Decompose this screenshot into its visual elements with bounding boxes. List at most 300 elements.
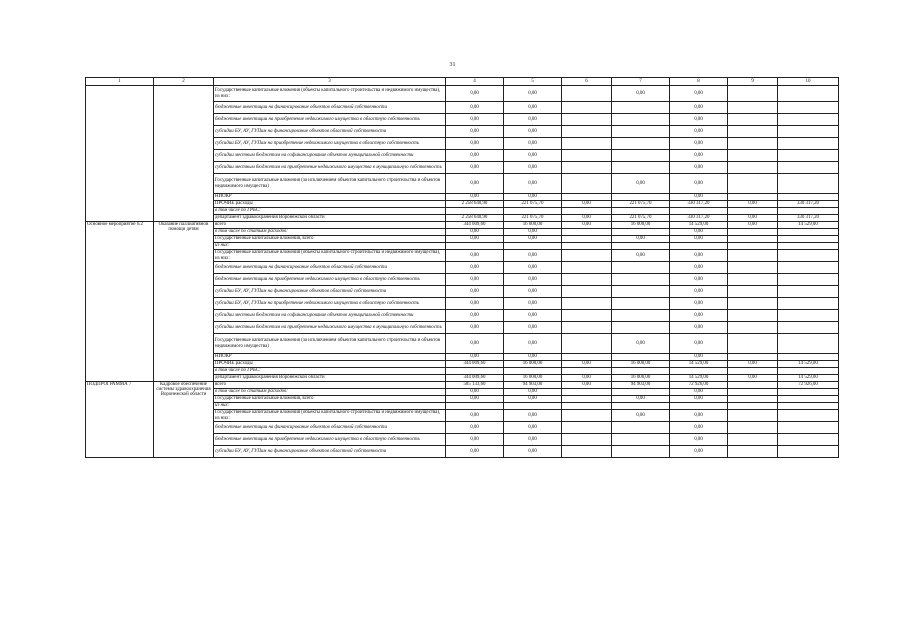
- amount-cell: 0,00: [612, 236, 670, 243]
- amount-cell: 0,00: [446, 274, 504, 286]
- budget-table-container: [85, 77, 838, 458]
- amount-cell: 0,00: [446, 162, 504, 174]
- amount-cell: [612, 403, 670, 410]
- expense-description: Государственные капитальные вложения (за исключением объектов капитального строительства и объектов недвижимого имущества): [214, 174, 446, 194]
- amount-cell: 0,00: [504, 396, 562, 403]
- amount-cell: [562, 174, 612, 194]
- amount-cell: 0,00: [446, 422, 504, 434]
- header-cell: 2: [154, 78, 214, 86]
- amount-cell: [562, 162, 612, 174]
- amount-cell: [670, 243, 728, 250]
- expense-description: в том числе по статьям расходов:: [214, 389, 446, 396]
- expense-description: бюджетные инвестиции на приобретение недвижимого имущества в областную собственность: [214, 434, 446, 446]
- expense-description: Государственные капитальные вложения (объекты капитального строительства и недвижимого имущества), из них:: [214, 250, 446, 262]
- amount-cell: 16 000,00: [612, 361, 670, 368]
- amount-cell: 0,00: [446, 250, 504, 262]
- amount-cell: [728, 396, 778, 403]
- amount-cell: 0,00: [504, 298, 562, 310]
- amount-cell: 0,00: [446, 446, 504, 458]
- amount-cell: 221 075,70: [504, 215, 562, 222]
- amount-cell: 0,00: [446, 389, 504, 396]
- amount-cell: 0,00: [446, 114, 504, 126]
- amount-cell: [728, 410, 778, 422]
- amount-cell: 0,00: [446, 396, 504, 403]
- amount-cell: 0,00: [612, 410, 670, 422]
- budget-table: [85, 77, 839, 458]
- expense-description: субсидии местным бюджетам на софинансирование объектов муниципальной собственности: [214, 150, 446, 162]
- expense-description: департамент здравоохранения Воронежской области: [214, 375, 446, 382]
- expense-description: субсидии БУ, АУ, ГУПам на финансирование объектов областной собственности: [214, 126, 446, 138]
- header-cell: 9: [728, 78, 778, 86]
- amount-cell: [728, 274, 778, 286]
- amount-cell: [562, 138, 612, 150]
- amount-cell: [778, 446, 839, 458]
- amount-cell: 344 009,60: [446, 222, 504, 229]
- amount-cell: [612, 389, 670, 396]
- amount-cell: [612, 446, 670, 458]
- expense-description: Государственные капитальные вложения, всего: [214, 396, 446, 403]
- amount-cell: [728, 403, 778, 410]
- amount-cell: [612, 162, 670, 174]
- amount-cell: [612, 262, 670, 274]
- expense-description: субсидии местным бюджетам на приобретение недвижимого имущества в муниципальную собственность: [214, 322, 446, 334]
- amount-cell: [728, 243, 778, 250]
- amount-cell: [562, 102, 612, 114]
- amount-cell: [728, 298, 778, 310]
- amount-cell: [778, 368, 839, 375]
- amount-cell: 72 926,00: [778, 382, 839, 389]
- amount-cell: [778, 334, 839, 354]
- amount-cell: [612, 114, 670, 126]
- amount-cell: 0,00: [446, 150, 504, 162]
- amount-cell: [728, 389, 778, 396]
- amount-cell: [562, 422, 612, 434]
- amount-cell: 0,00: [670, 274, 728, 286]
- expense-description: в том числе по ГРБС:: [214, 368, 446, 375]
- amount-cell: [728, 354, 778, 361]
- amount-cell: 0,00: [728, 215, 778, 222]
- program-name: [154, 86, 214, 222]
- amount-cell: [728, 86, 778, 102]
- amount-cell: [728, 138, 778, 150]
- amount-cell: 330 317,20: [670, 201, 728, 208]
- amount-cell: 0,00: [504, 274, 562, 286]
- amount-cell: [562, 236, 612, 243]
- amount-cell: [778, 410, 839, 422]
- amount-cell: 0,00: [504, 138, 562, 150]
- amount-cell: 0,00: [670, 138, 728, 150]
- amount-cell: 0,00: [670, 162, 728, 174]
- amount-cell: [562, 434, 612, 446]
- amount-cell: [728, 446, 778, 458]
- expense-description: всего: [214, 382, 446, 389]
- amount-cell: [728, 310, 778, 322]
- table-body: [86, 78, 839, 458]
- amount-cell: 344 009,60: [446, 361, 504, 368]
- amount-cell: [778, 126, 839, 138]
- amount-cell: 0,00: [728, 361, 778, 368]
- amount-cell: [612, 126, 670, 138]
- header-cell: 6: [562, 78, 612, 86]
- amount-cell: [778, 229, 839, 236]
- amount-cell: 330 317,20: [778, 201, 839, 208]
- amount-cell: 0,00: [562, 215, 612, 222]
- amount-cell: [562, 274, 612, 286]
- header-row: [86, 78, 839, 86]
- amount-cell: [446, 368, 504, 375]
- amount-cell: [728, 208, 778, 215]
- amount-cell: 0,00: [446, 126, 504, 138]
- amount-cell: 0,00: [504, 422, 562, 434]
- amount-cell: [612, 150, 670, 162]
- amount-cell: 0,00: [612, 174, 670, 194]
- amount-cell: 0,00: [612, 250, 670, 262]
- program-name: Кадровое обеспечение системы здравоохранения Воронежской области: [154, 382, 214, 458]
- amount-cell: [562, 194, 612, 201]
- amount-cell: [562, 243, 612, 250]
- amount-cell: 0,00: [670, 194, 728, 201]
- amount-cell: [728, 434, 778, 446]
- amount-cell: 0,00: [446, 310, 504, 322]
- expense-description: бюджетные инвестиции на финансирование объектов областной собственности: [214, 422, 446, 434]
- amount-cell: 72 926,00: [670, 382, 728, 389]
- page-number: 31: [449, 62, 456, 68]
- amount-cell: [778, 150, 839, 162]
- amount-cell: 0,00: [504, 410, 562, 422]
- amount-cell: 221 075,70: [612, 215, 670, 222]
- amount-cell: 0,00: [670, 422, 728, 434]
- amount-cell: [612, 422, 670, 434]
- expense-description: бюджетные инвестиции на финансирование объектов областной собственности: [214, 262, 446, 274]
- amount-cell: [446, 208, 504, 215]
- expense-description: Государственные капитальные вложения (за исключением объектов капитального строительства и объектов недвижимого имущества): [214, 334, 446, 354]
- amount-cell: [778, 354, 839, 361]
- amount-cell: 16 000,00: [612, 375, 670, 382]
- amount-cell: 14 529,00: [670, 361, 728, 368]
- amount-cell: [562, 334, 612, 354]
- amount-cell: 0,00: [670, 262, 728, 274]
- amount-cell: [562, 229, 612, 236]
- amount-cell: 0,00: [670, 126, 728, 138]
- amount-cell: 0,00: [446, 138, 504, 150]
- amount-cell: 14 529,00: [778, 361, 839, 368]
- amount-cell: [728, 126, 778, 138]
- amount-cell: 0,00: [670, 354, 728, 361]
- amount-cell: [562, 310, 612, 322]
- expense-description: Государственные капитальные вложения (объекты капитального строительства и недвижимого имущества), из них:: [214, 410, 446, 422]
- amount-cell: [562, 354, 612, 361]
- amount-cell: [562, 114, 612, 126]
- header-cell: 3: [214, 78, 446, 86]
- amount-cell: [728, 250, 778, 262]
- amount-cell: [778, 262, 839, 274]
- amount-cell: 0,00: [446, 102, 504, 114]
- amount-cell: [728, 150, 778, 162]
- amount-cell: 94 903,00: [504, 382, 562, 389]
- amount-cell: 0,00: [670, 114, 728, 126]
- expense-description: из них:: [214, 403, 446, 410]
- amount-cell: [562, 368, 612, 375]
- amount-cell: 0,00: [504, 310, 562, 322]
- amount-cell: [612, 229, 670, 236]
- program-name: Оказание паллиативной помощи детям: [154, 222, 214, 382]
- header-cell: 7: [612, 78, 670, 86]
- amount-cell: 0,00: [612, 86, 670, 102]
- amount-cell: [612, 102, 670, 114]
- amount-cell: 0,00: [670, 229, 728, 236]
- amount-cell: 0,00: [446, 354, 504, 361]
- amount-cell: 0,00: [612, 396, 670, 403]
- amount-cell: [670, 208, 728, 215]
- header-cell: 4: [446, 78, 504, 86]
- amount-cell: 0,00: [670, 396, 728, 403]
- expense-description: НИОКР: [214, 354, 446, 361]
- amount-cell: [778, 208, 839, 215]
- amount-cell: 0,00: [670, 334, 728, 354]
- amount-cell: [778, 274, 839, 286]
- amount-cell: [612, 368, 670, 375]
- amount-cell: [562, 410, 612, 422]
- expense-description: ПРОЧИЕ расходы: [214, 361, 446, 368]
- amount-cell: 0,00: [670, 86, 728, 102]
- amount-cell: [728, 229, 778, 236]
- amount-cell: [612, 298, 670, 310]
- amount-cell: 0,00: [504, 434, 562, 446]
- amount-cell: [562, 208, 612, 215]
- amount-cell: 0,00: [446, 236, 504, 243]
- amount-cell: 0,00: [504, 126, 562, 138]
- amount-cell: 0,00: [670, 102, 728, 114]
- amount-cell: [778, 102, 839, 114]
- amount-cell: [728, 422, 778, 434]
- amount-cell: [612, 274, 670, 286]
- amount-cell: 0,00: [446, 410, 504, 422]
- amount-cell: [728, 368, 778, 375]
- amount-cell: [612, 194, 670, 201]
- program-label: Основное мероприятие 6.2: [86, 222, 154, 382]
- amount-cell: 221 075,70: [504, 201, 562, 208]
- amount-cell: 0,00: [446, 298, 504, 310]
- amount-cell: 0,00: [562, 375, 612, 382]
- amount-cell: [562, 322, 612, 334]
- amount-cell: 585 133,60: [446, 382, 504, 389]
- amount-cell: 0,00: [504, 262, 562, 274]
- amount-cell: 0,00: [562, 201, 612, 208]
- amount-cell: [562, 86, 612, 102]
- amount-cell: [612, 138, 670, 150]
- amount-cell: 14 529,00: [670, 222, 728, 229]
- amount-cell: 16 000,00: [504, 375, 562, 382]
- amount-cell: [778, 422, 839, 434]
- amount-cell: 16 000,00: [504, 361, 562, 368]
- amount-cell: [778, 396, 839, 403]
- amount-cell: [778, 138, 839, 150]
- expense-description: субсидии БУ, АУ, ГУПам на приобретение недвижимого имущества в областную собственность: [214, 298, 446, 310]
- amount-cell: [612, 322, 670, 334]
- amount-cell: 0,00: [446, 174, 504, 194]
- amount-cell: 0,00: [670, 389, 728, 396]
- amount-cell: [728, 262, 778, 274]
- amount-cell: 0,00: [446, 194, 504, 201]
- amount-cell: [728, 382, 778, 389]
- amount-cell: [504, 208, 562, 215]
- amount-cell: 94 903,00: [612, 382, 670, 389]
- amount-cell: [562, 126, 612, 138]
- amount-cell: [728, 194, 778, 201]
- amount-cell: 0,00: [446, 322, 504, 334]
- amount-cell: [778, 162, 839, 174]
- amount-cell: [728, 162, 778, 174]
- amount-cell: 16 000,00: [504, 222, 562, 229]
- amount-cell: [778, 86, 839, 102]
- amount-cell: [778, 403, 839, 410]
- amount-cell: [504, 243, 562, 250]
- amount-cell: [778, 434, 839, 446]
- amount-cell: 0,00: [504, 389, 562, 396]
- amount-cell: 0,00: [504, 322, 562, 334]
- amount-cell: 0,00: [504, 102, 562, 114]
- amount-cell: 0,00: [504, 150, 562, 162]
- amount-cell: [504, 368, 562, 375]
- amount-cell: 0,00: [504, 86, 562, 102]
- amount-cell: 0,00: [504, 114, 562, 126]
- amount-cell: 0,00: [562, 361, 612, 368]
- amount-cell: [728, 322, 778, 334]
- amount-cell: 0,00: [670, 310, 728, 322]
- amount-cell: 0,00: [446, 434, 504, 446]
- amount-cell: [612, 354, 670, 361]
- header-cell: 8: [670, 78, 728, 86]
- amount-cell: [612, 310, 670, 322]
- amount-cell: [778, 174, 839, 194]
- amount-cell: 14 529,00: [778, 222, 839, 229]
- amount-cell: 0,00: [504, 229, 562, 236]
- amount-cell: 2 258 640,90: [446, 215, 504, 222]
- amount-cell: [778, 236, 839, 243]
- amount-cell: 221 075,70: [612, 201, 670, 208]
- amount-cell: 0,00: [504, 236, 562, 243]
- amount-cell: [728, 236, 778, 243]
- amount-cell: 0,00: [670, 150, 728, 162]
- amount-cell: 0,00: [612, 334, 670, 354]
- amount-cell: 0,00: [670, 174, 728, 194]
- expense-description: субсидии БУ, АУ, ГУПам на финансирование объектов областной собственности: [214, 446, 446, 458]
- amount-cell: 0,00: [728, 222, 778, 229]
- amount-cell: 0,00: [670, 298, 728, 310]
- table-row: [86, 222, 839, 229]
- amount-cell: 16 000,00: [612, 222, 670, 229]
- expense-description: ПРОЧИЕ расходы: [214, 201, 446, 208]
- amount-cell: [562, 403, 612, 410]
- amount-cell: [562, 262, 612, 274]
- amount-cell: [612, 208, 670, 215]
- amount-cell: [446, 403, 504, 410]
- amount-cell: [728, 102, 778, 114]
- amount-cell: [562, 150, 612, 162]
- amount-cell: [446, 243, 504, 250]
- expense-description: всего: [214, 222, 446, 229]
- amount-cell: [778, 250, 839, 262]
- amount-cell: 0,00: [670, 236, 728, 243]
- header-cell: 1: [86, 78, 154, 86]
- amount-cell: [562, 389, 612, 396]
- amount-cell: [728, 334, 778, 354]
- amount-cell: 0,00: [670, 446, 728, 458]
- amount-cell: [778, 322, 839, 334]
- amount-cell: [778, 286, 839, 298]
- expense-description: в том числе по ГРБС:: [214, 208, 446, 215]
- amount-cell: [612, 286, 670, 298]
- amount-cell: 0,00: [670, 322, 728, 334]
- expense-description: бюджетные инвестиции на приобретение недвижимого имущества в областную собственность: [214, 274, 446, 286]
- expense-description: в том числе по статьям расходов:: [214, 229, 446, 236]
- amount-cell: 0,00: [504, 250, 562, 262]
- table-row: [86, 382, 839, 389]
- amount-cell: 0,00: [504, 162, 562, 174]
- amount-cell: 14 529,00: [778, 375, 839, 382]
- amount-cell: 0,00: [504, 446, 562, 458]
- expense-description: Государственные капитальные вложения, всего: [214, 236, 446, 243]
- expense-description: субсидии местным бюджетам на софинансирование объектов муниципальной собственности: [214, 310, 446, 322]
- amount-cell: 0,00: [670, 410, 728, 422]
- expense-description: НИОКР: [214, 194, 446, 201]
- amount-cell: 344 009,60: [446, 375, 504, 382]
- amount-cell: 330 317,20: [670, 215, 728, 222]
- amount-cell: [504, 403, 562, 410]
- amount-cell: 0,00: [504, 194, 562, 201]
- amount-cell: [778, 194, 839, 201]
- header-cell: 5: [504, 78, 562, 86]
- amount-cell: 0,00: [446, 286, 504, 298]
- amount-cell: 0,00: [446, 229, 504, 236]
- expense-description: субсидии БУ, АУ, ГУПам на приобретение недвижимого имущества в областную собственность: [214, 138, 446, 150]
- header-cell: 10: [778, 78, 839, 86]
- amount-cell: 0,00: [562, 222, 612, 229]
- amount-cell: [562, 286, 612, 298]
- amount-cell: 0,00: [670, 434, 728, 446]
- amount-cell: 0,00: [728, 201, 778, 208]
- amount-cell: 2 258 640,90: [446, 201, 504, 208]
- amount-cell: 0,00: [446, 262, 504, 274]
- amount-cell: [670, 403, 728, 410]
- amount-cell: 0,00: [504, 174, 562, 194]
- expense-description: бюджетные инвестиции на финансирование объектов областной собственности: [214, 102, 446, 114]
- expense-description: бюджетные инвестиции на приобретение недвижимого имущества в областную собственность: [214, 114, 446, 126]
- amount-cell: 0,00: [728, 375, 778, 382]
- amount-cell: 0,00: [670, 286, 728, 298]
- expense-description: из них:: [214, 243, 446, 250]
- amount-cell: 0,00: [562, 382, 612, 389]
- amount-cell: 0,00: [504, 334, 562, 354]
- expense-description: департамент здравоохранения Воронежской области: [214, 215, 446, 222]
- amount-cell: [562, 396, 612, 403]
- amount-cell: 0,00: [670, 250, 728, 262]
- amount-cell: [562, 446, 612, 458]
- program-label: ПОДПРОГРАММА 7: [86, 382, 154, 458]
- amount-cell: 0,00: [446, 334, 504, 354]
- amount-cell: [728, 286, 778, 298]
- amount-cell: [778, 243, 839, 250]
- amount-cell: [778, 310, 839, 322]
- amount-cell: [562, 298, 612, 310]
- expense-description: Государственные капитальные вложения (объекты капитального строительства и недвижимого имущества), из них:: [214, 86, 446, 102]
- expense-description: субсидии местным бюджетам на приобретение недвижимого имущества в муниципальную собственность: [214, 162, 446, 174]
- amount-cell: [612, 243, 670, 250]
- expense-description: субсидии БУ, АУ, ГУПам на финансирование объектов областной собственности: [214, 286, 446, 298]
- amount-cell: [778, 389, 839, 396]
- amount-cell: [562, 250, 612, 262]
- amount-cell: 0,00: [446, 86, 504, 102]
